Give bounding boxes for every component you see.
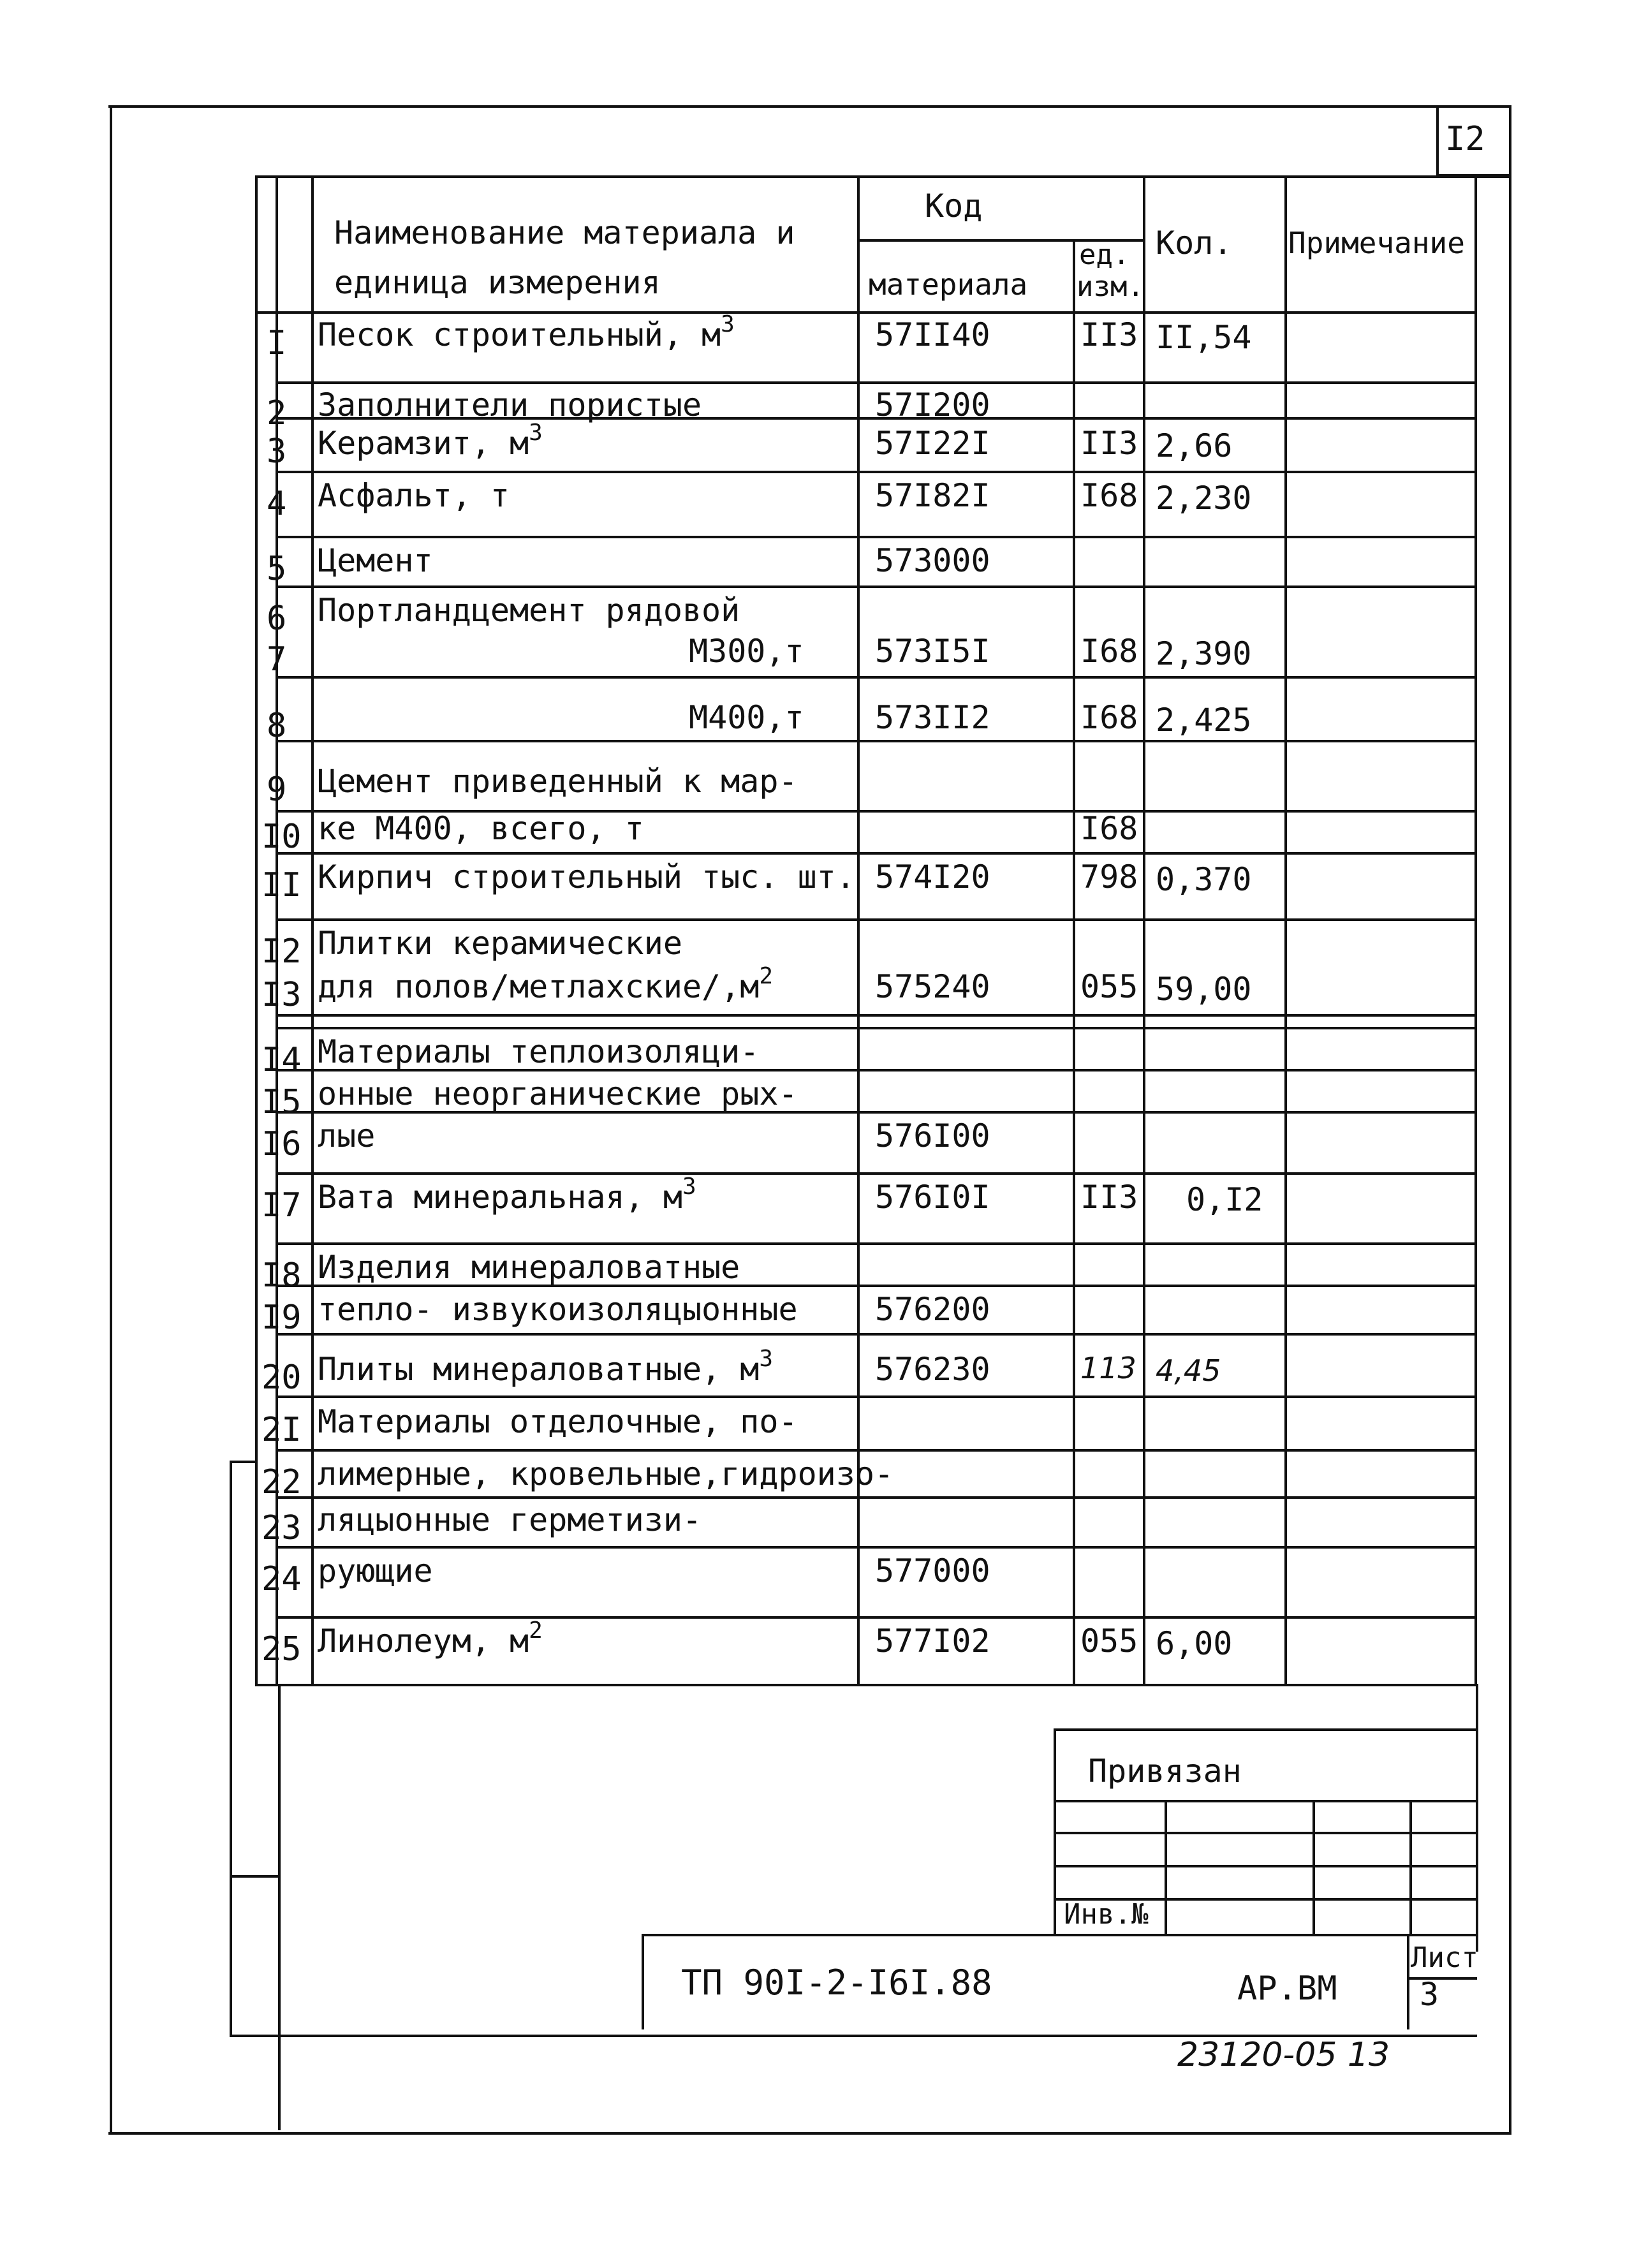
row-number: 2I [261,1411,302,1449]
row-unit-code: 055 [1080,968,1138,1005]
row-name-text: М300,т [689,633,804,670]
row-material-name [318,1501,702,1538]
row-name-text: ке М400, всего, т [318,810,644,847]
row-name-text: лые [318,1117,376,1154]
row-name-text: для полов/метлахские/,м [318,968,760,1005]
row-number: I8 [261,1256,302,1295]
row-name-text: Материалы отделочные, по- [318,1403,798,1440]
row-number: 6 [267,600,287,638]
row-material-name [318,592,740,629]
row-material-name [318,1617,543,1660]
row-material-name [318,763,798,800]
row-name-text: Песок строительный, м [318,316,721,353]
row-material-code: 577I02 [875,1623,990,1660]
row-number: 23 [261,1509,302,1547]
row-material-name [318,420,543,462]
row-material-name [318,542,433,579]
row-material-name [318,1033,760,1070]
row-unit-code: I68 [1080,633,1138,670]
row-name-text: лимерные, кровельные,гидроизо- [318,1455,894,1492]
row-material-name [318,477,510,514]
row-material-name [318,1455,894,1492]
row-number: 8 [267,707,287,745]
row-unit-exponent: 3 [721,311,735,337]
row-name-text: Вата минеральная, м [318,1179,682,1216]
row-material-code: 573II2 [875,699,990,736]
row-quantity: 6,00 [1156,1625,1233,1662]
row-quantity: 59,00 [1156,971,1252,1008]
row-number: I9 [261,1299,302,1337]
header-material-code: материала [869,267,1028,302]
row-name-text: Линолеум, м [318,1623,529,1660]
header-name-line2: единица измерения [334,264,661,301]
row-material-name [318,810,644,847]
row-unit-code: I68 [1080,810,1138,847]
row-number: 9 [267,770,287,809]
row-material-name [318,925,682,962]
row-name-text: М400,т [689,699,804,736]
row-number: 5 [267,550,287,588]
row-material-code: 576I0I [875,1179,990,1216]
row-material-code: 576I00 [875,1117,990,1154]
row-unit-code: II3 [1080,1179,1138,1216]
stamp-sheet-label: Лист [1411,1941,1478,1974]
row-name-text: ляцыонные герметизи- [318,1501,702,1538]
header-name-line1: Наименование материала и [334,214,795,251]
row-quantity: 2,390 [1156,635,1252,672]
row-material-name [318,311,735,353]
row-number: 2 [267,394,287,432]
row-name-text: Изделия минераловатные [318,1249,740,1286]
header-unit-line2: изм. [1077,270,1144,303]
row-name-text: Плиты минераловатные, м [318,1351,760,1388]
row-name-text: Цемент [318,542,433,579]
row-unit-code: I68 [1080,699,1138,736]
row-material-code: 576230 [875,1351,990,1388]
row-material-name [318,1291,798,1328]
stamp-doc-code: ТП 90I-2-I6I.88 [681,1962,992,2003]
header-code-group: Код [925,188,983,225]
header-unit-line1: ед. [1079,239,1130,271]
row-unit-code: 055 [1080,1623,1138,1660]
row-material-name [318,389,702,421]
row-material-code: 57I82I [875,477,990,514]
row-quantity: 2,66 [1156,427,1233,464]
stamp-sheet-value: 3 [1420,1976,1439,2013]
row-unit-code: 113 [1080,1351,1136,1385]
row-material-code: 575240 [875,968,990,1005]
row-name-text: Материалы теплоизоляци- [318,1033,760,1070]
row-number: 7 [267,640,287,679]
row-name-text: Плитки керамические [318,925,682,962]
sheet-number: I2 [1445,120,1485,158]
row-name-text: Кирпич строительный тыс. шт. [318,858,855,895]
row-unit-exponent: 3 [529,420,543,446]
row-name-text: Цемент приведенный к мар- [318,763,798,800]
row-name-text: Асфальт, т [318,477,510,514]
stamp-section: АР.ВМ [1237,1970,1337,2008]
row-material-name [689,699,804,736]
row-number: I7 [261,1186,302,1225]
row-unit-code: I68 [1080,477,1138,514]
row-material-code: 576200 [875,1291,990,1328]
row-material-name [318,1552,433,1589]
row-number: I3 [261,976,302,1014]
row-number: 25 [261,1630,302,1668]
row-quantity: 0,370 [1156,861,1252,898]
row-material-name [318,858,855,895]
row-number: 3 [267,432,287,471]
row-unit-exponent: 3 [682,1174,696,1200]
row-material-name [318,1075,798,1112]
stamp-inv-label: Инв.№ [1064,1898,1149,1931]
row-material-code: 574I20 [875,858,990,895]
row-material-code: 57II40 [875,316,990,353]
row-name-text: Заполнители пористые [318,387,702,423]
row-name-text: тепло- извукоизоляцыонные [318,1291,798,1328]
row-name-text: онные неорганические рых- [318,1075,798,1112]
row-unit-code: II3 [1080,425,1138,462]
row-number: I6 [261,1125,302,1163]
stamp-bound-label: Привязан [1088,1753,1242,1790]
header-note: Примечание [1288,226,1465,260]
header-quantity: Кол. [1156,225,1233,261]
row-number: 22 [261,1463,302,1501]
row-number: II [261,866,302,904]
row-quantity: 0,I2 [1186,1181,1263,1218]
row-number: 20 [261,1359,302,1397]
row-material-name [318,1346,774,1388]
row-material-name [318,1174,696,1216]
row-number: I5 [261,1083,302,1121]
row-material-code: 573000 [875,542,990,579]
row-name-text: Керамзит, м [318,425,529,462]
row-number: 24 [261,1560,302,1598]
row-material-name [689,633,804,670]
row-material-code: 573I5I [875,633,990,670]
row-quantity: 4,45 [1156,1353,1221,1388]
row-name-text: рующие [318,1552,433,1589]
row-material-name [318,1403,798,1440]
row-material-name [318,963,774,1005]
row-number: I4 [261,1041,302,1079]
row-number: I2 [261,932,302,971]
row-material-code: 57I200 [875,387,990,423]
row-unit-code: 798 [1080,858,1138,895]
handwritten-footer: 23120-05 13 [1177,2036,1390,2074]
row-quantity: 2,230 [1156,480,1252,517]
row-number: I0 [261,818,302,856]
row-number: 4 [267,485,287,523]
row-name-text: Портландцемент рядовой [318,592,740,629]
row-material-name [318,1249,740,1286]
row-material-code: 577000 [875,1552,990,1589]
row-unit-code: II3 [1080,316,1138,353]
row-quantity: 2,425 [1156,702,1252,739]
row-unit-exponent: 2 [759,963,774,989]
row-unit-exponent: 3 [759,1346,774,1372]
row-material-name [318,1117,376,1154]
row-number: I [267,324,287,362]
row-unit-exponent: 2 [529,1617,543,1644]
row-material-code: 57I22I [875,425,990,462]
row-quantity: II,54 [1156,319,1252,356]
